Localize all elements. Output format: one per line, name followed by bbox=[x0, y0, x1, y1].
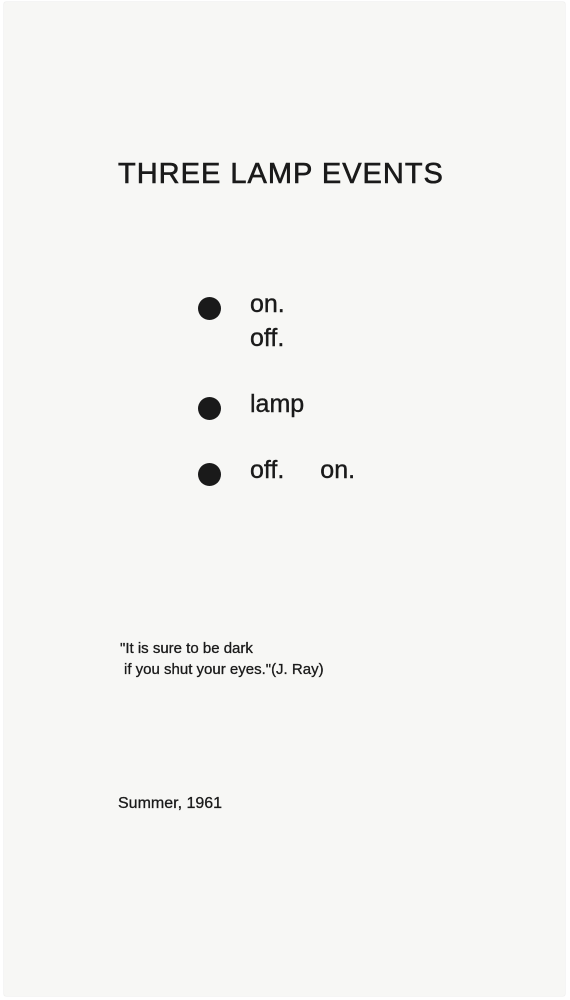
quote bbox=[120, 638, 324, 680]
quote-line-1: "It is sure to be dark bbox=[120, 640, 253, 657]
bullet-dot-icon bbox=[198, 397, 221, 420]
event-1-line-1: on. bbox=[250, 290, 285, 318]
card-title: THREE LAMP EVENTS bbox=[118, 158, 444, 190]
quote-line-2: if you shut your eyes."(J. Ray) bbox=[124, 661, 324, 678]
bullet-dot-icon bbox=[198, 463, 221, 486]
event-3-text bbox=[250, 453, 355, 487]
event-2-text bbox=[250, 387, 304, 421]
event-3-part-2: on. bbox=[320, 456, 356, 484]
event-1-line-2: off. bbox=[250, 324, 285, 352]
bullet-dot-icon bbox=[198, 297, 221, 320]
event-1-text bbox=[250, 287, 285, 355]
event-3-part-1: off. bbox=[250, 456, 285, 484]
event-2-line-1: lamp bbox=[250, 390, 305, 418]
event-score-card bbox=[4, 2, 565, 996]
date-line: Summer, 1961 bbox=[118, 795, 223, 812]
